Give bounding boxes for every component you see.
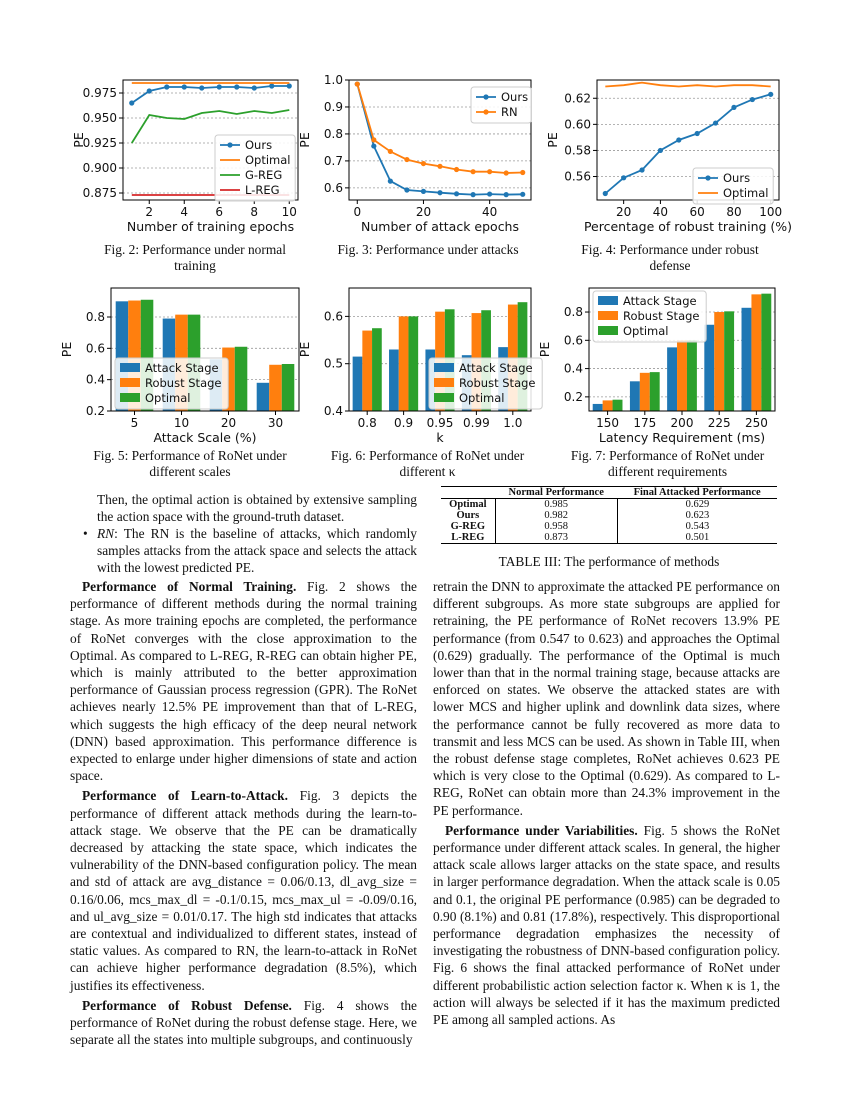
table-cell-attacked: 0.543 [617,521,777,532]
x-tick-label: 0.8 [357,416,377,430]
x-tick-label: 250 [744,416,768,430]
y-tick-label: 0.875 [82,186,117,200]
data-point-ours [147,88,152,93]
table-cell-attacked: 0.501 [617,532,777,544]
chart-fig4 [545,75,795,240]
data-point-rn [454,167,459,172]
x-tick-label: 80 [726,205,742,219]
legend-label-attack-stage: Attack Stage [459,361,533,375]
figure-3 [297,73,545,240]
text-learn-to-attack: Fig. 3 depicts the performance of different attack methods during the learn-to-attack stage. We observe that the PE can be dramatically decreased by attacking the state space, which indicates the vulnerability of the DNN-based configuration policy. The mean and std of attack are avg_distance = 0.06/0.13, dl_avg_size = 0.16/0.06, mcs_max_dl = -0.1/0.15, mcs_max_ul = -0.09/0.16, and ul_avg_size = 0.01/0.17. The high std indicates that attacks are contextual and individualized to different states, instead of static values. As compared to RN, the learn-to-attack in RoNet can achieve higher performance degradation (8.5%), which justifies its effectiveness. [70,788,417,993]
rn-bullet [83,525,417,576]
y-axis-label: PE [297,341,312,358]
x-tick-label: 20 [415,205,432,219]
text-variabilities: Fig. 5 shows the RoNet performance under different attack scales. In general, the higher attack scale allows larger attacks on the state space, and results in larger performance degradation. When the attack scale is 0.05 and 0.1, the original PE performance (0.985) can be degraded to 0.90 (8.1%) and 0.81 (17.8%), respectively. This disproportional performance degradation emphasizes the necessity of investigating the robustness of DNN-based configuration policy. Fig. 6 shows the final attacked performance of RoNet under different probabilistic action selection factor κ. When κ is 1, the action will always be selected if it has the maximum predicted PE among all sampled actions. As [433,822,781,1028]
table-cell-normal: 0.958 [495,521,617,532]
data-point-ours [676,137,681,142]
figure-5 [59,283,315,445]
paragraph-variabilities [433,822,780,1028]
data-point-ours [234,84,239,89]
chart-fig6 [297,283,545,445]
table-cell-attacked: 0.623 [617,510,777,521]
legend-swatch-attack-stage [434,363,454,372]
data-point-rn [355,81,360,86]
y-tick-label: 0.60 [564,117,591,132]
data-point-ours [269,83,274,88]
x-tick-label: 175 [633,416,657,430]
data-point-ours [621,175,626,180]
legend-label-optimal: Optimal [145,391,191,405]
heading-learn-to-attack: Performance of Learn-to-Attack. [82,788,288,804]
legend-label-ours: Ours [723,171,751,185]
x-axis-label: Number of training epochs [126,219,295,234]
y-tick-label: 0.8 [563,305,583,320]
data-point-ours [454,191,459,196]
x-tick-label: 225 [707,416,731,430]
paragraph-learn-to-attack [70,787,417,993]
x-tick-label: 0.99 [463,416,490,430]
x-tick-label: 1.0 [503,416,523,430]
figure-7 [537,283,795,445]
table-header-normal: Normal Performance [495,487,617,499]
table-cell-normal: 0.982 [495,510,617,521]
bar-attack-stage [353,357,363,411]
left-column-body [70,578,417,1048]
data-point-ours [603,191,608,196]
table-cell-normal: 0.985 [495,499,617,511]
data-point-ours [421,189,426,194]
legend [429,358,542,409]
table-header-row [441,487,777,499]
data-point-ours [695,131,700,136]
data-point-ours [388,179,393,184]
bar-optimal [282,364,295,411]
data-point-ours [731,105,736,110]
legend [693,168,773,204]
x-tick-label: 5 [130,416,139,430]
legend-label-optimal: Optimal [623,324,669,338]
figure-2-caption: Fig. 2: Performance under normal training [104,242,286,273]
chart-fig5 [59,283,315,445]
data-point-ours [768,92,773,97]
x-tick-label: 0.9 [394,416,414,430]
legend-label-ours: Ours [501,90,529,104]
data-point-rn [437,164,442,169]
y-tick-label: 0.950 [82,111,117,125]
y-tick-label: 0.7 [323,153,343,168]
bar-robust-stage [362,331,372,411]
bar-robust-stage [640,373,650,411]
legend [215,135,295,201]
data-point-ours [750,97,755,102]
legend-marker-ours [483,94,488,99]
data-point-ours [437,190,442,195]
x-tick-label: 10 [173,416,190,430]
data-point-ours [520,192,525,197]
y-tick-label: 0.56 [564,169,591,184]
bar-attack-stage [593,404,603,411]
x-tick-label: 2 [145,205,154,219]
intro-paragraph [97,491,417,525]
data-point-ours [252,85,257,90]
heading-robust-defense: Performance of Robust Defense. [82,997,292,1013]
paragraph-normal-training [70,578,417,784]
legend-swatch-attack-stage [120,363,140,372]
bar-optimal [408,316,418,411]
bar-robust-stage [269,365,282,411]
data-point-ours [404,187,409,192]
legend-swatch-optimal [434,393,454,402]
y-tick-label: 0.925 [82,136,117,150]
x-tick-label: 150 [596,416,620,430]
y-axis-label: PE [59,341,74,358]
series-line-optimal [605,83,770,87]
data-point-ours [487,191,492,196]
y-tick-label: 1.0 [323,73,343,87]
table-cell-normal: 0.873 [495,532,617,544]
x-tick-label: 100 [759,205,783,219]
table-cell-method: L-REG [441,532,495,544]
rn-term: RN [97,526,115,541]
y-tick-label: 0.62 [564,91,591,106]
bar-optimal [613,400,623,411]
table-row [441,499,777,511]
legend-label-optimal: Optimal [723,186,769,200]
legend-marker-rn [483,109,488,114]
y-tick-label: 0.6 [323,309,343,324]
data-point-rn [421,161,426,166]
legend-label-rn: RN [501,105,518,119]
x-tick-label: 8 [250,205,259,219]
figure-4-caption: Fig. 4: Performance under robust defense [581,242,759,273]
bullet-dot: • [83,526,88,541]
bar-optimal [650,372,660,411]
x-tick-label: 4 [180,205,189,219]
data-point-rn [388,149,393,154]
figure-2 [65,75,315,240]
legend-swatch-optimal [598,326,618,335]
legend [593,291,706,342]
series-line-ours [132,86,289,103]
data-point-rn [487,169,492,174]
legend-label-robust-stage: Robust Stage [145,376,222,390]
legend-label-g-reg: G-REG [245,168,283,182]
heading-normal-training: Performance of Normal Training. [82,579,297,594]
table-cell-attacked: 0.629 [617,499,777,511]
chart-fig2 [65,75,315,240]
data-point-rn [371,137,376,142]
data-point-ours [287,83,292,88]
data-point-rn [470,169,475,174]
bar-attack-stage [257,383,270,411]
y-axis-label: PE [545,132,560,148]
data-point-ours [639,167,644,172]
table-cell-method: Ours [456,510,480,521]
legend-swatch-optimal [120,393,140,402]
x-tick-label: 30 [267,416,284,430]
x-tick-label: 40 [652,205,669,219]
data-point-ours [470,192,475,197]
data-point-ours [129,100,134,105]
bar-attack-stage [742,308,752,411]
data-point-ours [504,192,509,197]
x-tick-label: 0.95 [426,416,454,430]
legend-label-attack-stage: Attack Stage [623,294,697,308]
x-axis-label: Attack Scale (%) [153,430,257,445]
table-row [441,532,777,544]
legend-label-optimal: Optimal [245,153,291,167]
table-cell-method: G-REG [450,521,486,532]
data-point-rn [504,170,509,175]
x-tick-label: 0 [353,205,362,219]
bar-optimal [761,294,771,411]
y-tick-label: 0.9 [323,99,343,114]
rn-description: : The RN is the baseline of attacks, which randomly samples attacks from the attack space and selects the attack with the lowest predicted PE. [97,526,417,575]
bar-optimal [724,311,734,411]
bar-attack-stage [667,347,677,411]
results-table [441,486,777,544]
y-axis-label: PE [537,341,552,358]
bar-robust-stage [399,316,409,411]
legend-swatch-robust-stage [434,378,454,387]
legend-marker-ours [705,175,710,180]
chart-fig7 [537,283,795,445]
right-column-body [433,578,780,1028]
bar-optimal [372,328,382,411]
data-point-ours [658,148,663,153]
y-tick-label: 0.4 [563,361,583,376]
y-tick-label: 0.2 [85,404,105,418]
bar-attack-stage [389,350,399,412]
bar-robust-stage [714,312,724,411]
bar-attack-stage [630,381,640,411]
heading-variabilities: Performance under Variabilities. [445,822,638,838]
legend-label-robust-stage: Robust Stage [459,376,536,390]
y-tick-label: 0.6 [85,341,105,356]
y-tick-label: 0.6 [563,333,583,348]
text-robust-defense: Fig. 4 shows the performance of RoNet during the robust defense stage. Here, we separate all the states into multiple subgroups, and continuously [70,997,417,1048]
y-tick-label: 0.5 [323,356,343,371]
x-axis-label: Number of attack epochs [361,219,519,234]
legend-label-robust-stage: Robust Stage [623,309,700,323]
paragraph-robust-defense [70,997,417,1049]
figure-7-caption: Fig. 7: Performance of RoNet under different requirements [570,448,765,479]
bar-robust-stage [751,294,761,411]
legend-swatch-robust-stage [598,311,618,320]
x-tick-label: 6 [215,205,224,219]
y-tick-label: 0.6 [323,180,343,195]
figure-6-caption: Fig. 6: Performance of RoNet under different κ [330,448,525,479]
data-point-ours [164,84,169,89]
x-axis-label: k [436,430,444,445]
legend [115,358,228,409]
figure-5-caption: Fig. 5: Performance of RoNet under different scales [93,448,287,479]
bar-optimal [235,347,248,411]
table-row [441,510,777,521]
y-axis-label: PE [297,132,312,148]
x-tick-label: 60 [689,205,705,219]
figure-6 [297,283,545,445]
table-row [441,521,777,532]
legend-swatch-robust-stage [120,378,140,387]
y-tick-label: 0.4 [85,372,105,387]
y-tick-label: 0.8 [323,126,343,141]
y-tick-label: 0.8 [85,309,105,324]
data-point-ours [182,84,187,89]
y-tick-label: 0.975 [82,86,117,100]
figure-3-caption: Fig. 3: Performance under attacks [337,242,519,257]
data-point-rn [404,157,409,162]
bar-robust-stage [603,400,613,411]
legend-marker-ours [227,142,232,147]
y-axis-label: PE [71,132,86,148]
data-point-ours [217,84,222,89]
table-header-attacked: Final Attacked Performance [617,487,777,499]
x-tick-label: 40 [481,205,498,219]
paragraph-robust-defense-cont: retrain the DNN to approximate the attacked PE performance on different subgroups. As more state subgroups are applied for retraining, the PE performance of RoNet recovers 13.9% PE performance (from 0.547 to 0.623) and approaches the Optimal (0.629) gradually. The performance of the Optimal is much lower than that in the normal training stage, because attacks are enforced on states. We observe the attacked states are with lower MCS and higher uplink and downlink data sizes, where the performance cannot be fully recovered as more data to transmit and less MCS can be used. As shown in Table III, when the robust defense stage completes, RoNet achieves 0.623 PE which is very close to the Optimal (0.629). As compared to L-REG, RoNet can obtain more than 24.3% improvement in the PE performance. [433,579,780,818]
table-caption: TABLE III: The performance of methods [498,554,720,569]
x-tick-label: 20 [616,205,632,219]
figure-4 [545,75,795,240]
x-tick-label: 20 [220,416,237,430]
y-tick-label: 0.58 [564,143,591,158]
legend-label-attack-stage: Attack Stage [145,361,219,375]
text-normal-training: Fig. 2 shows the performance of different methods during the normal training stage. As more training epochs are completed, the performance of RoNet converges with the close approximation to the Optimal. As compared to L-REG, R-REG can obtain higher PE, which is mainly attributed to the better approximation performance of Gaussian process regression (GPR). The RoNet achieves nearly 12.5% PE improvement than that of L-REG, which suggests the high efficacy of the deep neural network (DNN) based approximation. This performance difference is expected to enlarge under higher dimensions of state and action space. [70,579,418,784]
legend-label-l-reg: L-REG [245,183,280,197]
legend-swatch-attack-stage [598,296,618,305]
y-tick-label: 0.2 [563,389,583,404]
x-axis-label: Latency Requirement (ms) [598,430,766,445]
table-header-method [441,487,495,499]
x-tick-label: 10 [281,205,297,219]
x-tick-label: 200 [670,416,694,430]
data-point-ours [371,143,376,148]
chart-fig3 [297,73,545,240]
x-axis-label: Percentage of robust training (%) [583,219,793,234]
y-tick-label: 0.900 [82,161,117,175]
intro-text: Then, the optimal action is obtained by extensive sampling the action space with the ground-truth dataset. [97,492,417,525]
bar-optimal [687,340,697,411]
data-point-rn [520,170,525,175]
bar-robust-stage [677,340,687,411]
legend [471,87,531,123]
y-tick-label: 0.4 [323,404,343,418]
table-cell-method: Optimal [449,499,487,510]
legend-label-ours: Ours [245,138,273,152]
data-point-ours [713,120,718,125]
data-point-ours [199,85,204,90]
legend-label-optimal: Optimal [459,391,505,405]
